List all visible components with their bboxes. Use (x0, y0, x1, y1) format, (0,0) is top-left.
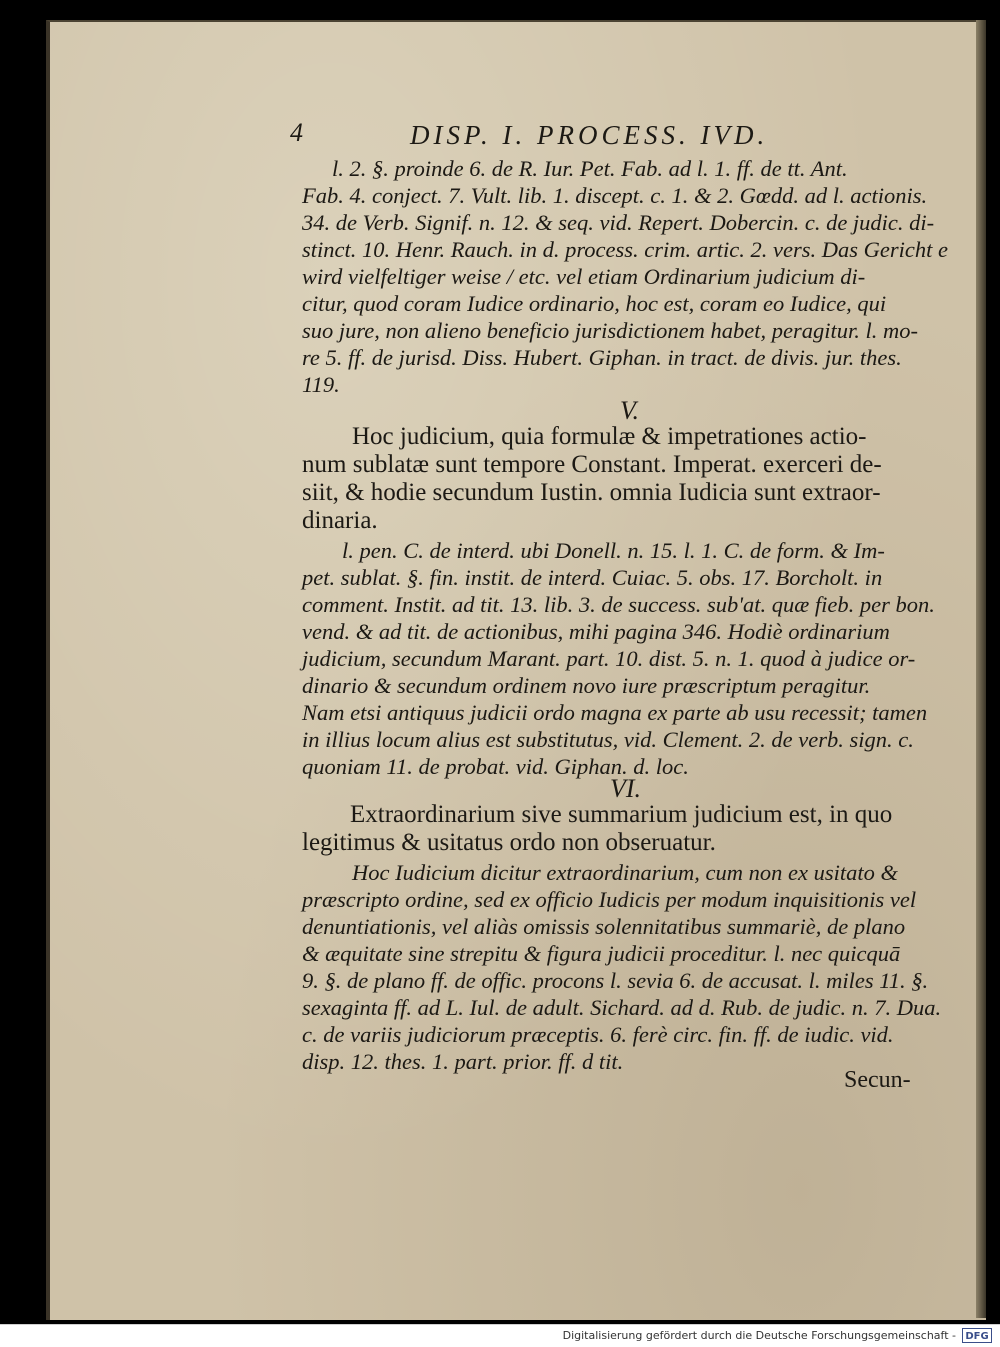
note-line: & æquitate sine strepitu & figura judicii proceditur. l. nec quicquā (302, 941, 901, 966)
note-line: l. 2. §. proinde 6. de R. Iur. Pet. Fab. ad l. 1. ff. de tt. Ant. (332, 156, 848, 181)
note-line: 34. de Verb. Signif. n. 12. & seq. vid. Repert. Dobercin. c. de judic. di- (302, 210, 935, 235)
footer-bar (0, 1324, 1000, 1347)
note-line: judicium, secundum Marant. part. 10. dist. 5. n. 1. quod à judice or- (302, 646, 916, 671)
note-line: Hoc Iudicium dicitur extraordinarium, cum non ex usitato & (352, 860, 898, 885)
footer-credit-link[interactable]: Digitalisierung gefördert durch die Deutsche Forschungsgemeinschaft - (562, 1329, 956, 1342)
note-line: denuntiationis, vel aliàs omissis solennitatibus summariè, de plano (302, 914, 906, 939)
note-line: 119. (302, 372, 340, 397)
note-line: quoniam 11. de probat. vid. Giphan. d. loc. (302, 754, 689, 779)
note-line: l. pen. C. de interd. ubi Donell. n. 15. l. 1. C. de form. & Im- (342, 538, 885, 563)
page-number: 4 (290, 118, 303, 147)
text-line: dinaria. (302, 507, 378, 534)
note-line: re 5. ff. de jurisd. Diss. Hubert. Giphan. in tract. de divis. jur. thes. (302, 345, 902, 370)
text-line: num sublatæ sunt tempore Constant. Imperat. exerceri de- (302, 451, 882, 478)
running-head: DISP. I. PROCESS. IVD. (410, 120, 769, 150)
note-line: c. de variis judiciorum præceptis. 6. ferè circ. fin. ff. de iudic. vid. (302, 1022, 894, 1047)
note-line: vend. & ad tit. de actionibus, mihi pagina 346. Hodiè ordinarium (302, 619, 890, 644)
catchword: Secun- (844, 1067, 911, 1093)
text-line: legitimus & usitatus ordo non obseruatur. (302, 829, 716, 856)
note-line: Nam etsi antiquus judicii ordo magna ex parte ab usu recessit; tamen (302, 700, 928, 725)
note-line: citur, quod coram Iudice ordinario, hoc est, coram eo Iudice, qui (302, 291, 887, 316)
text-line: Hoc judicium, quia formulæ & impetrationes actio- (352, 423, 867, 450)
text-line: Extraordinarium sive summarium judicium est, in quo (350, 801, 893, 828)
page-edge-shadow (976, 20, 986, 1318)
book-page (46, 20, 986, 1320)
note-line: stinct. 10. Henr. Rauch. in d. process. crim. artic. 2. vers. Das Gericht e (302, 237, 948, 262)
note-line: in illius locum alius est substitutus, vid. Clement. 2. de verb. sign. c. (302, 727, 914, 752)
note-line: sexaginta ff. ad L. Iul. de adult. Sichard. ad d. Rub. de judic. n. 7. Dua. (302, 995, 942, 1020)
dfg-logo-icon[interactable]: DFG (962, 1328, 992, 1343)
note-line: suo jure, non alieno beneficio jurisdictionem habet, peragitur. l. mo- (302, 318, 918, 343)
note-line: dinario & secundum ordinem novo iure præscriptum peragitur. (302, 673, 871, 698)
note-line: disp. 12. thes. 1. part. prior. ff. d tit. (302, 1049, 624, 1074)
section-number: VI. (610, 774, 642, 803)
section-number: V. (620, 396, 640, 425)
note-line: comment. Instit. ad tit. 13. lib. 3. de success. sub'at. quæ fieb. per bon. (302, 592, 935, 617)
note-line: præscripto ordine, sed ex officio Iudicis per modum inquisitionis vel (302, 887, 917, 912)
note-line: pet. sublat. §. fin. instit. de interd. Cuiac. 5. obs. 17. Borcholt. in (302, 565, 883, 590)
note-line: wird vielfeltiger weise / etc. vel etiam Ordinarium judicium di- (302, 264, 866, 289)
text-line: siit, & hodie secundum Iustin. omnia Iudicia sunt extraor- (302, 479, 881, 506)
note-line: 9. §. de plano ff. de offic. procons l. sevia 6. de accusat. l. miles 11. §. (302, 968, 929, 993)
note-line: Fab. 4. conject. 7. Vult. lib. 1. discept. c. 1. & 2. Gœdd. ad l. actionis. (302, 183, 928, 208)
